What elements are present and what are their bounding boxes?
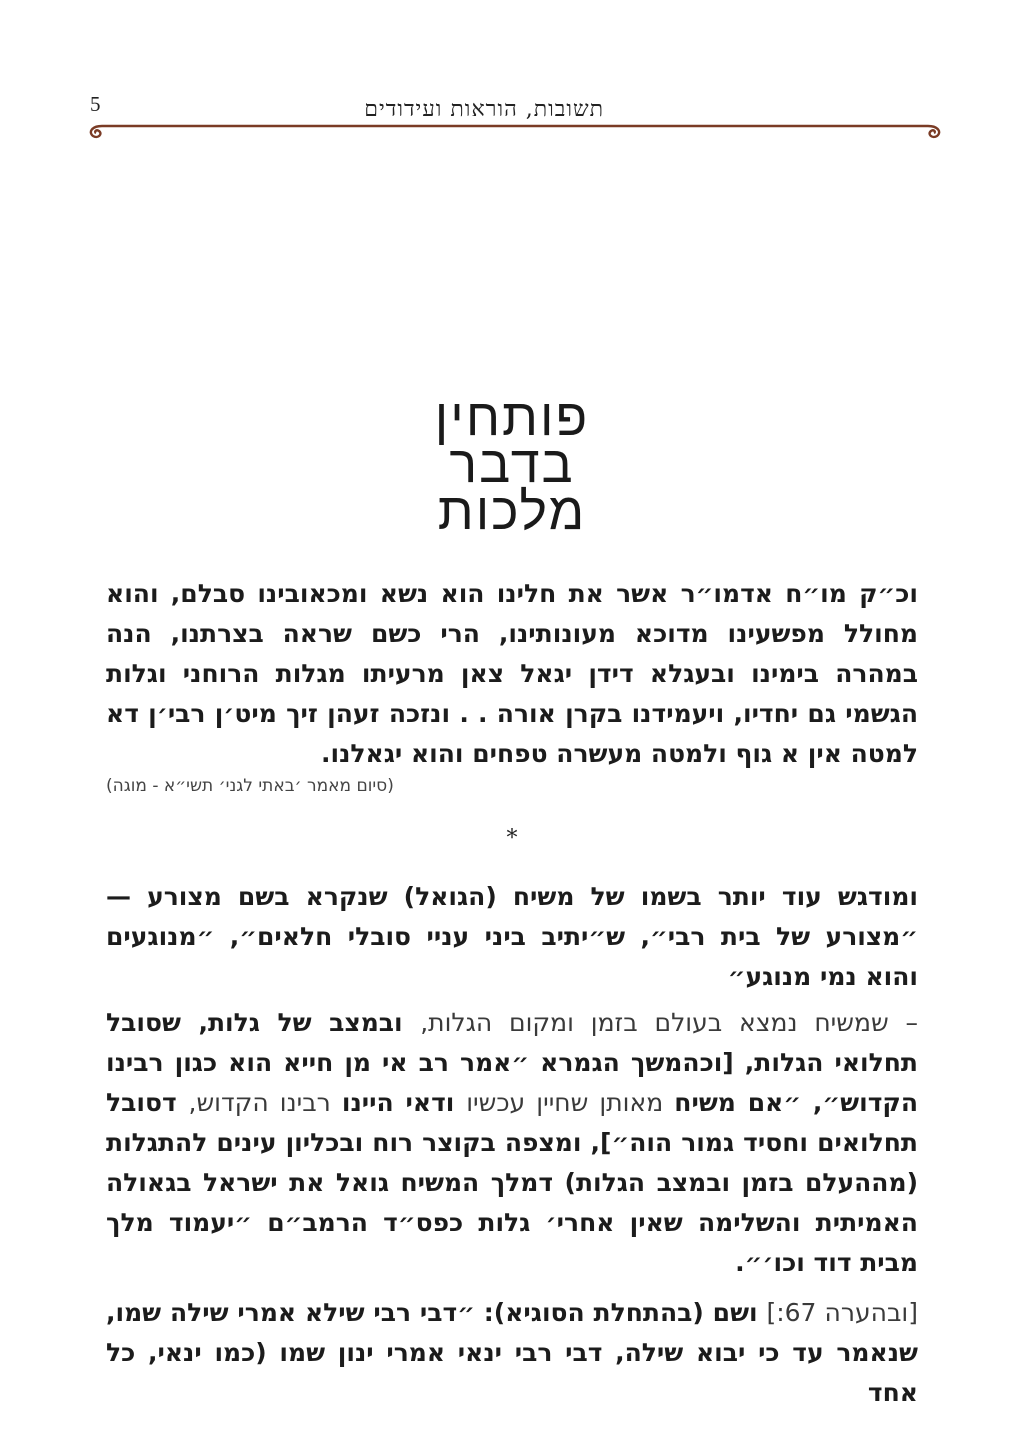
header-rule-ornament xyxy=(86,118,944,140)
bold-text: ודאי היינו xyxy=(341,1088,467,1117)
bold-text: דסובל תחלואים וחסיד גמור הוה״], ומצפה בקוצר רוח ובכליון עינים להתגלות (מההעלם בזמן ובמצב הגלות) דמלך המשיח גואל את ישראל בגאולה האמיתית והשלימה שאין אחרי׳ גלות כפס״ד הרמב״ם ״יעמוד מלך מבית דוד וכו׳״. xyxy=(106,1088,918,1277)
title-line-2: בדבר xyxy=(449,435,575,495)
footnote-reference: [ובהערה 67:] xyxy=(766,1298,918,1327)
light-text: רבינו הקדוש, xyxy=(188,1088,342,1117)
source-citation: (סיום מאמר ׳באתי לגני׳ תשי״א - מוגה) xyxy=(106,776,394,796)
light-text: – שמשיח נמצא בעולם בזמן ומקום הגלות, xyxy=(420,1008,918,1037)
page-number: 5 xyxy=(90,92,101,116)
passage-2-paragraph-1: ומודגש עוד יותר בשמו של משיח (הגואל) שנקרא בשם מצורע — ״מצורע של בית רבי״, ש״יתיב ביני עניי סובלי חלאים״, ״מנוגעים והוא נמי מנוגע״ xyxy=(106,882,918,991)
passage-1 xyxy=(106,574,918,774)
left-scroll-ornament xyxy=(91,126,102,137)
passage-2 xyxy=(106,877,918,1413)
bold-text: ושם (בהתחלת הסוגיא): ״דבי רבי שילא אמרי שילה שמו, שנאמר עד כי יבוא שילה, דבי רבי ינאי אמרי ינון שמו (כמו ינאי, כל אחד xyxy=(106,1298,918,1407)
title-line-1: פותחין xyxy=(434,388,590,448)
light-text: מאותן שחיין עכשיו xyxy=(466,1088,675,1117)
title-line-3: מלכות xyxy=(437,482,587,542)
chapter-title xyxy=(0,388,1024,542)
section-divider: * xyxy=(506,826,518,851)
passage-2-paragraph-3 xyxy=(106,1293,918,1413)
running-head: תשובות, הוראות ועידודים xyxy=(364,97,604,122)
passage-2-paragraph-2 xyxy=(106,1003,918,1283)
passage-1-text: וכ״ק מו״ח אדמו״ר אשר את חלינו הוא נשא ומכאובינו סבלם, והוא מחולל מפשעינו מדוכא מעונותינו, הרי כשם שראה בצרתנו, הנה במהרה בימינו ובעגלא דידן יגאל צאן מרעיתו מגלות הרוחני וגלות הגשמי גם יחדיו, ויעמידנו בקרן אורה . . ונזכה זעהן זיך מיט׳ן רבי׳ן דא למטה אין א גוף ולמטה מעשרה טפחים והוא יגאלנו. xyxy=(106,579,918,768)
right-scroll-ornament xyxy=(928,126,939,137)
bold-text: ובמצב של גלות, שסובל תחלואי הגלות, [וכהמשך הגמרא ״אמר רב אי מן חייא הוא כגון רבינו הקדוש״, ״אם משיח xyxy=(106,1008,918,1117)
